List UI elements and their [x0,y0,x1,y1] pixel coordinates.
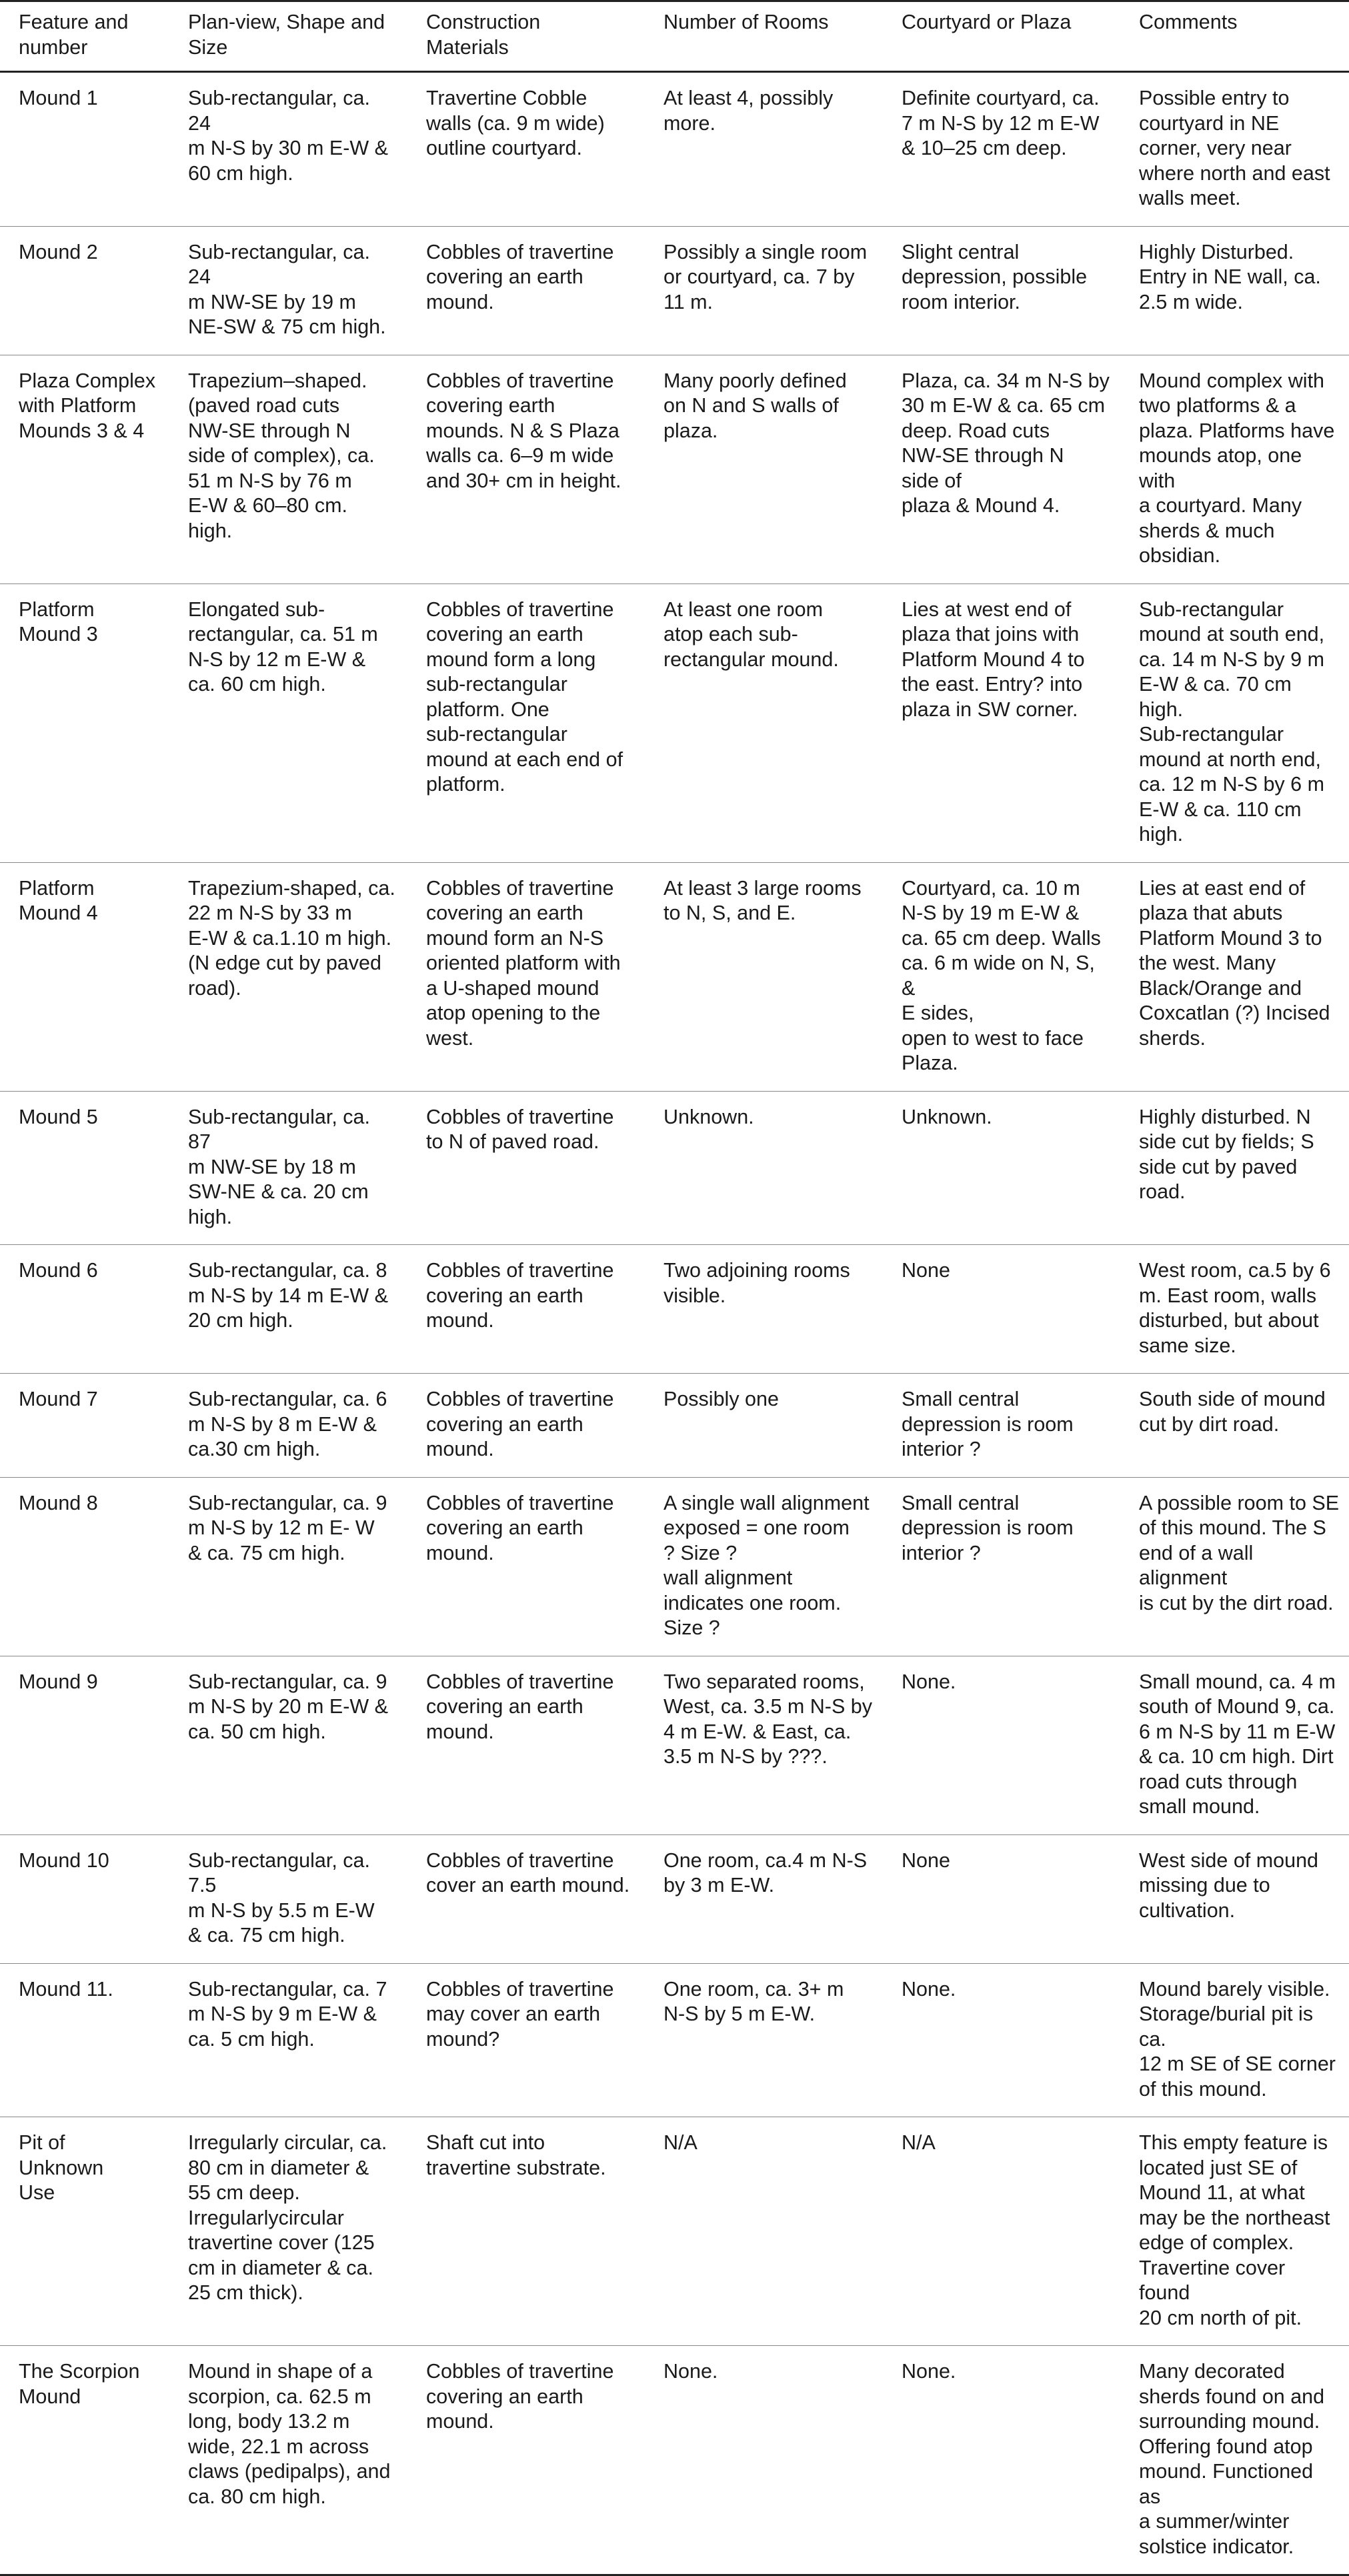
plan-view-cell [169,355,407,583]
table-row [0,2117,1349,2346]
rooms-cell [645,72,883,227]
materials-cell [407,2117,645,2346]
cell-text: Lies at west end of plaza that joins with Platform Mound 4 to the east. Entry? into plaza in SW corner. [902,597,1085,721]
comments-cell [1120,1963,1349,2117]
plan-view-cell [169,1477,407,1656]
cell-text: Cobbles of travertine covering an earth mound. [426,1491,614,1564]
materials-cell [407,355,645,583]
cell-text: Cobbles of travertine covering an earth mound. [426,1388,614,1460]
feature-cell [0,1091,169,1245]
rooms-cell [645,1374,883,1478]
header-row [0,1,1349,72]
comments-cell [1120,1245,1349,1374]
column-header-label: Courtyard or Plaza [902,11,1072,33]
table-row [0,1963,1349,2117]
column-header-feature [0,1,169,72]
courtyard-cell [883,355,1120,583]
cell-text: Sub-rectangular, ca. 24 m N-S by 30 m E-W & 60 cm high. [188,87,388,185]
materials-cell [407,1963,645,2117]
cell-text: None. [902,1670,956,1693]
cell-text: Cobbles of travertine covering an earth mound form an N-S oriented platform with a U-shaped mound atop opening to the west. [426,876,621,1050]
courtyard-cell [883,1245,1120,1374]
rooms-cell [645,583,883,862]
plan-view-cell [169,2346,407,2575]
cell-text: Mound 2 [19,240,98,263]
cell-text: Sub-rectangular mound at south end, ca. 14 m N-S by 9 m E-W & ca. 70 cm high. Sub-rectangular mound at north end, ca. 12 m N-S by 6 m E-W & ca. 110 cm high. [1139,597,1325,846]
cell-text: Sub-rectangular, ca. 6 m N-S by 8 m E-W & ca.30 cm high. [188,1388,387,1460]
feature-cell [0,72,169,227]
cell-text: Lies at east end of plaza that abuts Platform Mound 3 to the west. Many Black/Orange and Coxcatlan (?) Incised sherds. [1139,876,1330,1050]
rooms-cell [645,226,883,355]
cell-text: Slight central depression, possible room interior. [902,240,1088,313]
table-row [0,1245,1349,1374]
plan-view-cell [169,1091,407,1245]
courtyard-cell [883,2346,1120,2575]
courtyard-cell [883,1656,1120,1834]
cell-text: None. [902,2360,956,2383]
table-body [0,72,1349,2575]
cell-text: Cobbles of travertine to N of paved road. [426,1105,614,1153]
cell-text: Irregularly circular, ca. 80 cm in diameter & 55 cm deep. Irregularlycircular travertine cover (125 cm in diameter & ca. 25 cm thick). [188,2131,387,2304]
rooms-cell [645,355,883,583]
column-header-label: Comments [1139,11,1238,33]
comments-cell [1120,355,1349,583]
comments-cell [1120,1374,1349,1478]
feature-cell [0,1963,169,2117]
cell-text: Mound in shape of a scorpion, ca. 62.5 m long, body 13.2 m wide, 22.1 m across claws (pedipalps), and ca. 80 cm high. [188,2360,391,2508]
comments-cell [1120,583,1349,862]
cell-text: At least one room atop each sub- rectangular mound. [663,597,839,671]
cell-text: Sub-rectangular, ca. 24 m NW-SE by 19 m NE-SW & 75 cm high. [188,240,386,338]
materials-cell [407,1656,645,1834]
rooms-cell [645,1834,883,1963]
cell-text: Mound barely visible. Storage/burial pit is ca. 12 m SE of SE corner of this mound. [1139,1977,1336,2101]
cell-text: Mound 10 [19,1848,109,1872]
comments-cell [1120,1834,1349,1963]
materials-cell [407,583,645,862]
courtyard-cell [883,862,1120,1091]
rooms-cell [645,1091,883,1245]
rooms-cell [645,2117,883,2346]
cell-text: At least 3 large rooms to N, S, and E. [663,876,862,924]
rooms-cell [645,2346,883,2575]
rooms-cell [645,862,883,1091]
table-row [0,583,1349,862]
cell-text: Small central depression is room interior ? [902,1388,1074,1460]
cell-text: Mound 8 [19,1491,98,1514]
materials-cell [407,1834,645,1963]
cell-text: Cobbles of travertine covering an earth mound form a long sub-rectangular platform. One sub-rectangular mound at each end of platform. [426,597,623,796]
feature-cell [0,2346,169,2575]
feature-cell [0,862,169,1091]
plan-view-cell [169,1374,407,1478]
cell-text: Sub-rectangular, ca. 9 m N-S by 12 m E- W & ca. 75 cm high. [188,1491,387,1564]
cell-text: A possible room to SE of this mound. The S end of a wall alignment is cut by the dirt road. [1139,1491,1340,1614]
cell-text: Unknown. [663,1105,754,1128]
cell-text: This empty feature is located just SE of Mound 11, at what may be the northeast edge of complex. Travertine cover found 20 cm north of pit. [1139,2131,1330,2329]
feature-cell [0,226,169,355]
cell-text: Travertine Cobble walls (ca. 9 m wide) outline courtyard. [426,87,605,159]
comments-cell [1120,72,1349,227]
cell-text: Possibly one [663,1388,779,1410]
materials-cell [407,862,645,1091]
cell-text: Sub-rectangular, ca. 7.5 m N-S by 5.5 m E-W & ca. 75 cm high. [188,1848,375,1947]
column-header-label: Construction Materials [426,11,541,59]
materials-cell [407,1091,645,1245]
table-row [0,1834,1349,1963]
table-row [0,355,1349,583]
materials-cell [407,72,645,227]
cell-text: Pit of Unknown Use [19,2131,104,2204]
cell-text: Cobbles of travertine may cover an earth mound? [426,1977,614,2051]
cell-text: Cobbles of travertine covering an earth mound. [426,240,614,313]
cell-text: Mound 11. [19,1977,113,2001]
cell-text: Possible entry to courtyard in NE corner, very near where north and east walls meet. [1139,87,1330,209]
materials-cell [407,1374,645,1478]
cell-text: Possibly a single room or courtyard, ca. 7 by 11 m. [663,240,868,313]
column-header-plan-view [169,1,407,72]
plan-view-cell [169,1245,407,1374]
cell-text: Platform Mound 4 [19,876,98,924]
materials-cell [407,2346,645,2575]
rooms-cell [645,1963,883,2117]
cell-text: Highly Disturbed. Entry in NE wall, ca. 2.5 m wide. [1139,240,1321,313]
cell-text: One room, ca. 3+ m N-S by 5 m E-W. [663,1977,844,2025]
cell-text: Mound 5 [19,1105,98,1128]
feature-cell [0,1834,169,1963]
comments-cell [1120,226,1349,355]
column-header-comments [1120,1,1349,72]
feature-cell [0,1656,169,1834]
courtyard-cell [883,1477,1120,1656]
column-header-label: Number of Rooms [663,11,829,33]
rooms-cell [645,1245,883,1374]
materials-cell [407,226,645,355]
plan-view-cell [169,1656,407,1834]
materials-cell [407,1245,645,1374]
cell-text: West side of mound missing due to cultivation. [1139,1848,1318,1922]
cell-text: None [902,1848,950,1872]
cell-text: Highly disturbed. N side cut by fields; S side cut by paved road. [1139,1105,1314,1203]
cell-text: Cobbles of travertine covering earth mounds. N & S Plaza walls ca. 6–9 m wide and 30+ cm in height. [426,369,621,492]
table-row [0,1656,1349,1834]
cell-text: Many decorated sherds found on and surrounding mound. Offering found atop mound. Functioned as a summer/winter solstice indicator. [1139,2360,1325,2558]
plan-view-cell [169,2117,407,2346]
materials-cell [407,1477,645,1656]
courtyard-cell [883,583,1120,862]
table-row [0,862,1349,1091]
cell-text: At least 4, possibly more. [663,87,834,135]
table-row [0,1477,1349,1656]
cell-text: Small mound, ca. 4 m south of Mound 9, ca. 6 m N-S by 11 m E-W & ca. 10 cm high. Dirt road cuts through small mound. [1139,1670,1336,1818]
cell-text: Elongated sub- rectangular, ca. 51 m N-S by 12 m E-W & ca. 60 cm high. [188,597,378,696]
comments-cell [1120,2346,1349,2575]
table-row [0,226,1349,355]
cell-text: None [902,1259,950,1282]
plan-view-cell [169,226,407,355]
cell-text: Sub-rectangular, ca. 7 m N-S by 9 m E-W & ca. 5 cm high. [188,1977,387,2051]
rooms-cell [645,1477,883,1656]
column-header-rooms [645,1,883,72]
cell-text: Mound 1 [19,87,98,109]
table-row [0,72,1349,227]
column-header-label: Feature and number [19,11,129,59]
courtyard-cell [883,72,1120,227]
plan-view-cell [169,862,407,1091]
comments-cell [1120,862,1349,1091]
feature-cell [0,1374,169,1478]
table-row [0,1091,1349,1245]
courtyard-cell [883,1091,1120,1245]
cell-text: Mound complex with two platforms & a plaza. Platforms have mounds atop, one with a courtyard. Many sherds & much obsidian. [1139,369,1335,567]
cell-text: Mound 6 [19,1259,98,1282]
plan-view-cell [169,72,407,227]
cell-text: Courtyard, ca. 10 m N-S by 19 m E-W & ca. 65 cm deep. Walls ca. 6 m wide on N, S, & E sides, open to west to face Plaza. [902,876,1101,1074]
cell-text: None. [902,1977,956,2001]
table-row [0,2346,1349,2575]
cell-text: Platform Mound 3 [19,597,98,646]
cell-text: Mound 7 [19,1388,98,1410]
courtyard-cell [883,1963,1120,2117]
courtyard-cell [883,226,1120,355]
comments-cell [1120,1656,1349,1834]
cell-text: South side of mound cut by dirt road. [1139,1388,1326,1436]
feature-cell [0,1245,169,1374]
cell-text: The Scorpion Mound [19,2360,140,2408]
courtyard-cell [883,2117,1120,2346]
cell-text: Trapezium–shaped. (paved road cuts NW-SE through N side of complex), ca. 51 m N-S by 76 m E-W & 60–80 cm. high. [188,369,375,542]
cell-text: N/A [663,2131,698,2154]
cell-text: Sub-rectangular, ca. 8 m N-S by 14 m E-W & 20 cm high. [188,1259,388,1332]
cell-text: N/A [902,2131,936,2154]
feature-cell [0,583,169,862]
courtyard-cell [883,1374,1120,1478]
cell-text: Sub-rectangular, ca. 87 m NW-SE by 18 m SW-NE & ca. 20 cm high. [188,1105,370,1228]
column-header-label: Plan-view, Shape and Size [188,11,385,59]
table-header [0,1,1349,72]
cell-text: Trapezium-shaped, ca. 22 m N-S by 33 m E-W & ca.1.10 m high. (N edge cut by paved road). [188,876,395,1000]
cell-text: Cobbles of travertine cover an earth mound. [426,1848,630,1896]
cell-text: Plaza, ca. 34 m N-S by 30 m E-W & ca. 65 cm deep. Road cuts NW-SE through N side of plaza & Mound 4. [902,369,1110,517]
plan-view-cell [169,583,407,862]
comments-cell [1120,2117,1349,2346]
table-row [0,1374,1349,1478]
comments-cell [1120,1477,1349,1656]
cell-text: Small central depression is room interior ? [902,1491,1074,1564]
column-header-materials [407,1,645,72]
cell-text: Two separated rooms, West, ca. 3.5 m N-S by 4 m E-W. & East, ca. 3.5 m N-S by ???. [663,1670,872,1768]
cell-text: Unknown. [902,1105,992,1128]
column-header-courtyard [883,1,1120,72]
plan-view-cell [169,1834,407,1963]
cell-text: Plaza Complex with Platform Mounds 3 & 4 [19,369,156,442]
cell-text: Cobbles of travertine covering an earth mound. [426,2360,614,2433]
cell-text: A single wall alignment exposed = one room ? Size ? wall alignment indicates one room. Size ? [663,1491,870,1639]
cell-text: None. [663,2360,718,2383]
feature-cell [0,2117,169,2346]
cell-text: Cobbles of travertine covering an earth mound. [426,1670,614,1743]
cell-text: Sub-rectangular, ca. 9 m N-S by 20 m E-W & ca. 50 cm high. [188,1670,388,1743]
courtyard-cell [883,1834,1120,1963]
plan-view-cell [169,1963,407,2117]
rooms-cell [645,1656,883,1834]
cell-text: Shaft cut into travertine substrate. [426,2131,606,2179]
cell-text: Cobbles of travertine covering an earth mound. [426,1259,614,1332]
feature-cell [0,1477,169,1656]
cell-text: Many poorly defined on N and S walls of plaza. [663,369,847,442]
feature-cell [0,355,169,583]
cell-text: Definite courtyard, ca. 7 m N-S by 12 m E-W & 10–25 cm deep. [902,87,1100,159]
cell-text: Two adjoining rooms visible. [663,1259,850,1307]
comments-cell [1120,1091,1349,1245]
cell-text: West room, ca.5 by 6 m. East room, walls disturbed, but about same size. [1139,1259,1331,1357]
cell-text: One room, ca.4 m N-S by 3 m E-W. [663,1848,868,1896]
cell-text: Mound 9 [19,1670,98,1693]
